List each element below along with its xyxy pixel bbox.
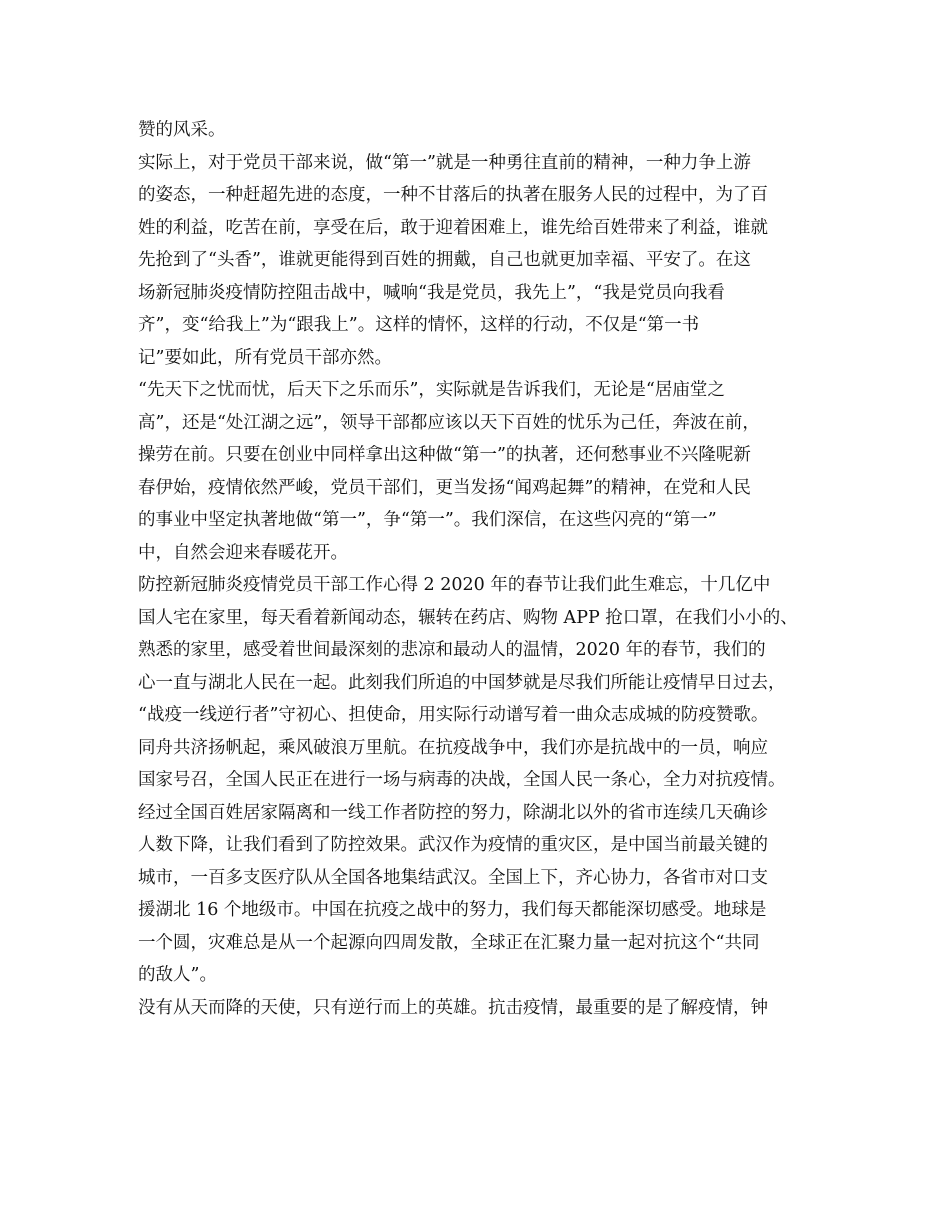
text-line: 国人宅在家里，每天看着新闻动态，辗转在药店、购物 APP 抢口罩，在我们小小的、	[138, 607, 798, 628]
text-line: 人数下降，让我们看到了防控效果。武汉作为疫情的重灾区，是中国当前最关键的	[138, 835, 768, 855]
text-line: “战疫一线逆行者”守初心、担使命，用实际行动谱写着一曲众志成城的防疫赞歌。	[138, 705, 769, 725]
text-line: 的敌人”。	[138, 965, 217, 985]
text-line: 齐”，变“给我上”为“跟我上”。这样的情怀，这样的行动，不仅是“第一书	[138, 315, 700, 335]
text-line: 援湖北 16 个地级市。中国在抗疫之战中的努力，我们每天都能深切感受。地球是	[138, 900, 767, 920]
text-line: 记”要如此，所有党员干部亦然。	[138, 347, 392, 368]
text-line: 心一直与湖北人民在一起。此刻我们所追的中国梦就是尽我们所能让疫情早日过去，	[138, 672, 786, 693]
text-line: 先抢到了“头香”，谁就更能得到百姓的拥戴，自己也就更加幸福、平安了。在这	[138, 250, 751, 270]
document-body	[138, 114, 828, 1024]
text-line: 姓的利益，吃苦在前，享受在后，敢于迎着困难上，谁先给百姓带来了利益，谁就	[138, 217, 768, 238]
text-line: 高”，还是“处江湖之远”，领导干部都应该以天下百姓的忧乐为己任，奔波在前，	[138, 412, 760, 433]
text-line: 国家号召，全国人民正在进行一场与病毒的决战，全国人民一条心，全力对抗疫情。	[138, 770, 786, 790]
text-line: 没有从天而降的天使，只有逆行而上的英雄。抗击疫情，最重要的是了解疫情，钟	[138, 997, 768, 1018]
text-line: 的事业中坚定执著地做“第一”，争“第一”。我们深信，在这些闪亮的“第一”	[138, 510, 717, 530]
text-line: 防控新冠肺炎疫情党员干部工作心得 2 2020 年的春节让我们此生难忘，十几亿中	[138, 575, 771, 595]
text-line: 场新冠肺炎疫情防控阻击战中，喊响“我是党员，我先上”，“我是党员向我看	[138, 282, 725, 303]
text-line: 春伊始，疫情依然严峻，党员干部们，更当发扬“闻鸡起舞”的精神，在党和人民	[138, 477, 751, 498]
text-line: 熟悉的家里，感受着世间最深刻的悲凉和最动人的温情，2020 年的春节，我们的	[138, 640, 766, 660]
text-line: “先天下之忧而忧，后天下之乐而乐”，实际就是告诉我们，无论是“居庙堂之	[138, 380, 725, 400]
text-line: 经过全国百姓居家隔离和一线工作者防控的努力，除湖北以外的省市连续几天确诊	[138, 802, 768, 823]
text-line: 操劳在前。只要在创业中同样拿出这种做“第一”的执著，还何愁事业不兴隆呢新	[138, 445, 751, 465]
text-line: 的姿态，一种赶超先进的态度，一种不甘落后的执著在服务人民的过程中，为了百	[138, 185, 768, 205]
text-line: 城市，一百多支医疗队从全国各地集结武汉。全国上下，齐心协力，各省市对口支	[138, 867, 768, 888]
text-line: 赞的风采。	[138, 120, 226, 140]
text-line: 同舟共济扬帆起，乘风破浪万里航。在抗疫战争中，我们亦是抗战中的一员，响应	[138, 737, 768, 758]
text-line: 一个圆，灾难总是从一个起源向四周发散，全球正在汇聚力量一起对抗这个“共同	[138, 932, 760, 953]
text-line: 实际上，对于党员干部来说，做“第一”就是一种勇往直前的精神，一种力争上游	[138, 152, 751, 173]
text-line: 中，自然会迎来春暖花开。	[138, 542, 348, 563]
